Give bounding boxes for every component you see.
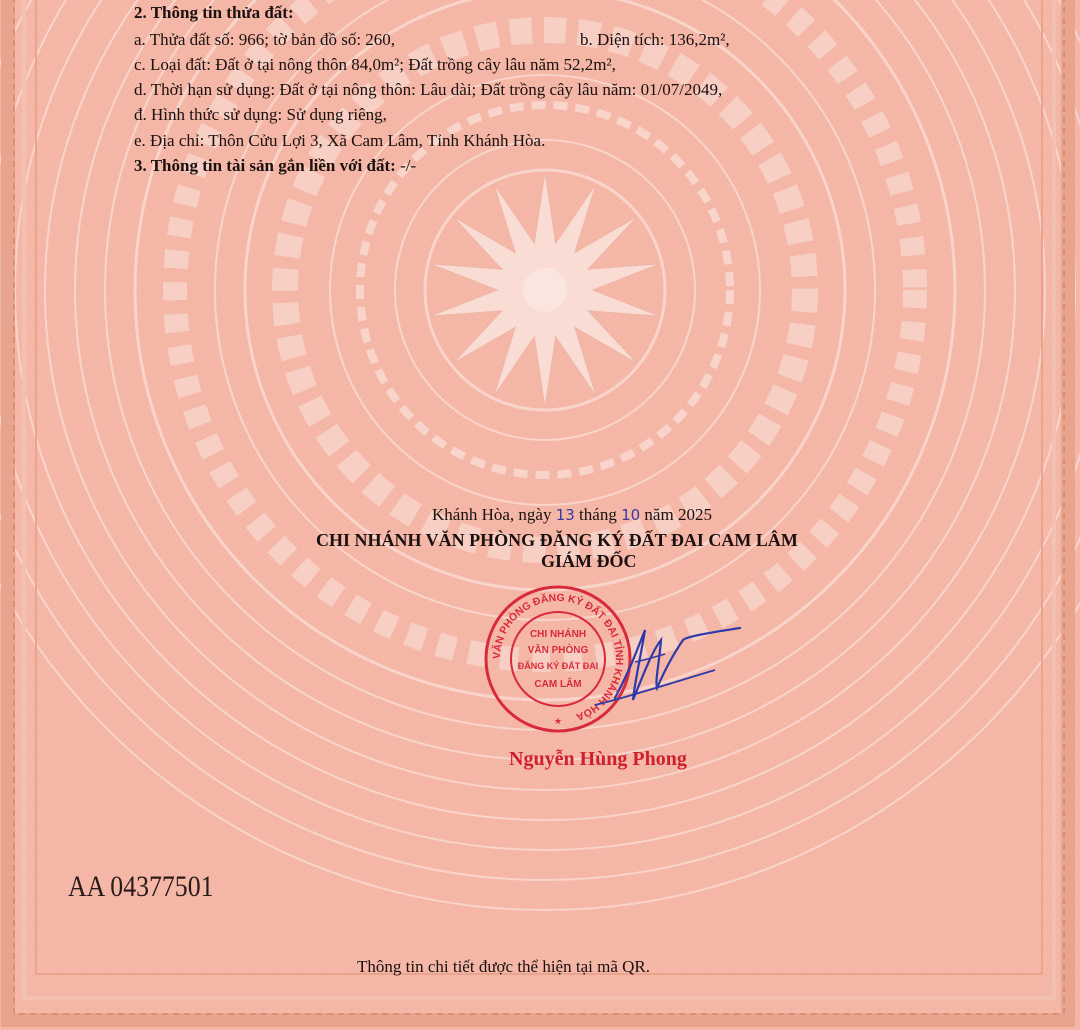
assets-value: -/- <box>400 156 417 175</box>
seal-outer-text: VĂN PHÒNG ĐĂNG KÝ ĐẤT ĐAI TỈNH KHÁNH HÒA <box>490 591 626 723</box>
qr-note: Thông tin chi tiết được thể hiện tại mã QR. <box>357 957 650 976</box>
signing-place: Khánh Hòa, ngày <box>432 505 552 524</box>
land-area: b. Diện tích: 136,2m², <box>580 30 730 49</box>
land-type: c. Loại đất: Đất ở tại nông thôn 84,0m²; Đất trồng cây lâu năm 52,2m², <box>134 55 616 74</box>
parcel-number: a. Thửa đất số: 966; tờ bản đồ số: 260, <box>134 30 396 49</box>
seal-line-2: VĂN PHÒNG <box>527 645 589 656</box>
seal-line-4: CAM LÂM <box>534 679 582 690</box>
assets-heading <box>134 155 416 177</box>
signing-year: năm 2025 <box>644 505 712 524</box>
signing-day: 13 <box>555 506 575 524</box>
seal-line-1: CHI NHÁNH <box>529 629 587 640</box>
signer-name: Nguyễn Hùng Phong <box>509 748 687 770</box>
signer-title: GIÁM ĐỐC <box>541 551 637 571</box>
land-info-heading: 2. Thông tin thửa đất: <box>134 3 294 22</box>
issuing-office: CHI NHÁNH VĂN PHÒNG ĐĂNG KÝ ĐẤT ĐAI CAM LÂM <box>316 530 798 550</box>
signing-month: 10 <box>621 506 641 524</box>
usage-form: đ. Hình thức sử dụng: Sử dụng riêng, <box>134 105 387 124</box>
signing-date <box>432 504 712 526</box>
usage-term: d. Thời hạn sử dụng: Đất ở tại nông thôn: Lâu dài; Đất trồng cây lâu năm: 01/07/2049, <box>134 80 723 99</box>
seal-star-icon: ★ <box>553 716 563 726</box>
serial-number: AA 04377501 <box>68 870 214 903</box>
land-address: e. Địa chỉ: Thôn Cửu Lợi 3, Xã Cam Lâm, Tỉnh Khánh Hòa. <box>134 131 546 150</box>
month-prefix: tháng <box>579 505 617 524</box>
assets-heading-label: 3. Thông tin tài sản gắn liền với đất: <box>134 156 396 175</box>
handwritten-signature <box>575 610 750 720</box>
seal-line-3: ĐĂNG KÝ ĐẤT ĐAI <box>517 661 599 671</box>
